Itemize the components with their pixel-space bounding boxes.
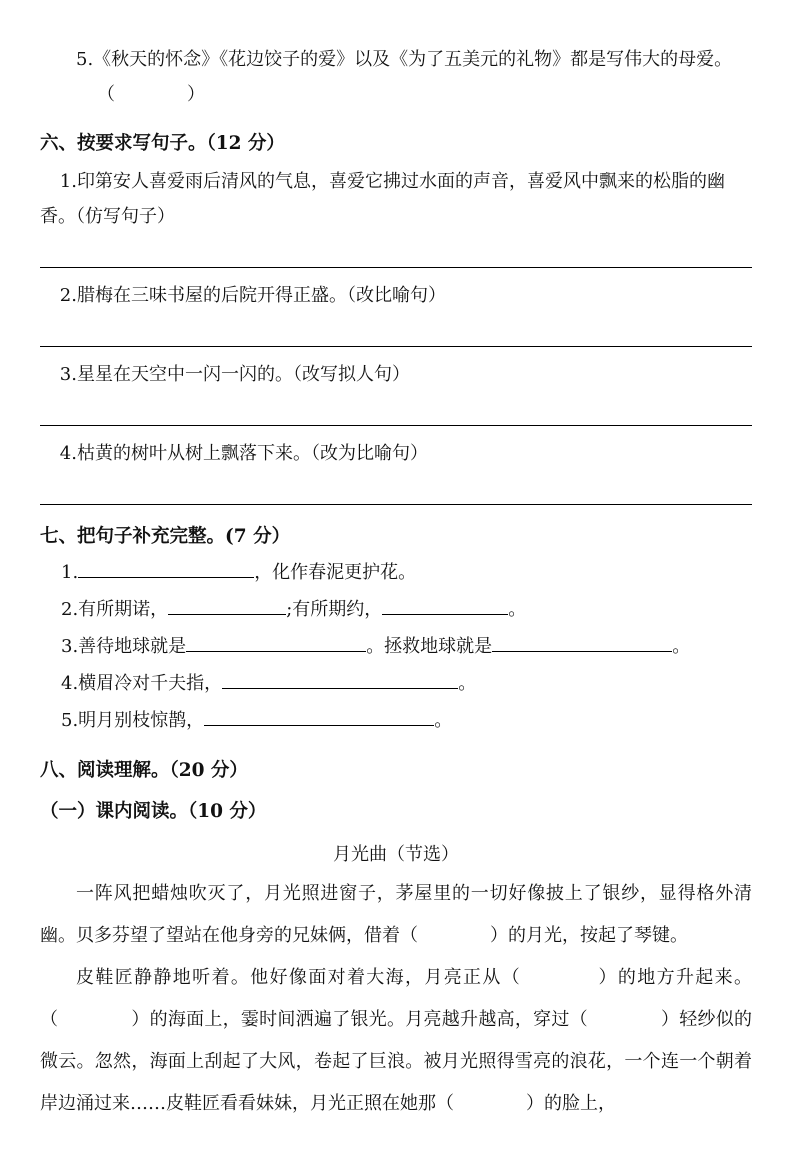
fill-text: 。拯救地球就是 (366, 636, 493, 657)
passage-title: 月光曲（节选） (333, 844, 459, 865)
fill-text: 。 (508, 599, 527, 620)
passage-paragraph-2: 皮鞋匠静静地听着。他好像面对着大海，月亮正从（ ）的地方升起来。（ ）的海面上，霎时间洒遍了银光。月亮越升越高，穿过（ ）轻纱似的微云。忽然，海面上刮起了大风，卷起了巨浪。被月光照得雪亮的浪花，一个连一个朝着岸边涌过来……皮鞋匠看看妹妹，月光正照在她那（ ）的脸上， (40, 967, 752, 1114)
section7-body (40, 554, 752, 739)
fill-text: 。 (672, 636, 691, 657)
section6-question-4: 4.枯黄的树叶从树上飘落下来。（改为比喻句） (59, 443, 428, 464)
fill-text: 。 (434, 710, 453, 731)
answer-line-1[interactable] (40, 234, 752, 268)
fill-in-item-1 (40, 554, 752, 591)
fill-in-item-5 (40, 702, 752, 739)
section8-sub-heading: （一）课内阅读。（10 分） (40, 801, 267, 822)
fill-in-item-2 (40, 591, 752, 628)
fill-text: 。 (458, 673, 477, 694)
fill-text: 4.横眉冷对千夫指， (61, 673, 223, 694)
answer-blank[interactable] (222, 671, 458, 689)
fill-in-item-4 (40, 665, 752, 702)
passage-body (40, 873, 752, 1125)
fill-text: ;有所期约， (286, 599, 383, 620)
section6-question-2: 2.腊梅在三味书屋的后院开得正盛。（改比喻句） (59, 285, 446, 306)
answer-blank[interactable] (382, 597, 508, 615)
section7-heading: 七、把句子补充完整。(7 分） (40, 526, 291, 547)
fill-text: 3.善待地球就是 (61, 636, 187, 657)
answer-line-3[interactable] (40, 392, 752, 426)
answer-blank[interactable] (204, 708, 434, 726)
section6-body (40, 164, 752, 505)
answer-blank[interactable] (78, 560, 254, 578)
answer-blank[interactable] (186, 634, 366, 652)
section6-heading: 六、按要求写句子。（12 分） (40, 133, 285, 154)
fill-in-item-3 (40, 628, 752, 665)
answer-line-2[interactable] (40, 313, 752, 347)
answer-blank[interactable] (492, 634, 672, 652)
section6-question-1: 1.印第安人喜爱雨后清风的气息，喜爱它拂过水面的声音，喜爱风中飘来的松脂的幽香。（仿写句子） (40, 171, 725, 227)
fill-text: 5.明月别枝惊鹊， (61, 710, 205, 731)
judgment-item-5: 5.《秋天的怀念》《花边饺子的爱》以及《为了五美元的礼物》都是写伟大的母爱。（ ） (76, 49, 733, 105)
fill-text: 1. (61, 562, 79, 583)
answer-blank[interactable] (168, 597, 286, 615)
answer-line-4[interactable] (40, 471, 752, 505)
passage-paragraph-1: 一阵风把蜡烛吹灭了，月光照进窗子，茅屋里的一切好像披上了银纱，显得格外清幽。贝多芬望了望站在他身旁的兄妹俩，借着（ ）的月光，按起了琴键。 (40, 883, 752, 946)
fill-text: 2.有所期诺， (61, 599, 169, 620)
section8-heading: 八、阅读理解。（20 分） (40, 760, 248, 781)
fill-text: ，化作春泥更护花。 (254, 562, 417, 583)
section6-question-3: 3.星星在天空中一闪一闪的。（改写拟人句） (59, 364, 410, 385)
